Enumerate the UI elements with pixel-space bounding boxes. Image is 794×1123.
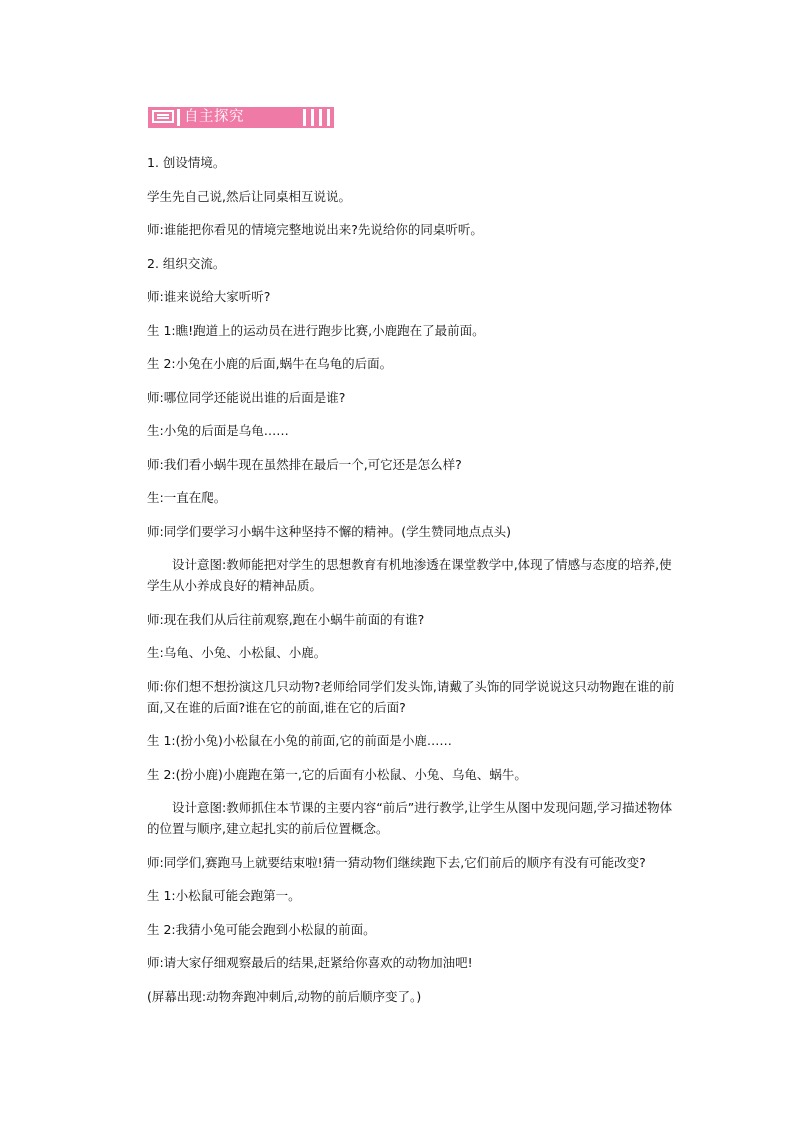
paragraph: 生:小兔的后面是乌龟…… [147, 423, 289, 438]
paragraph: 学生先自己说,然后让同桌相互说说。 [147, 188, 351, 204]
paragraph: 2. 组织交流。 [147, 255, 226, 271]
header-divider [177, 109, 180, 126]
paragraph: 师:现在我们从后往前观察,跑在小蜗牛前面的有谁? [147, 611, 425, 627]
section-number-icon [152, 110, 174, 123]
paragraph: 师:同学们,赛跑马上就要结束啦!猜一猜动物们继续跑下去,它们前后的顺序有没有可能改变? [147, 854, 646, 870]
paragraph: 生:一直在爬。 [147, 490, 227, 505]
paragraph: 1. 创设情境。 [147, 155, 226, 170]
paragraph: 师:同学们要学习小蜗牛这种坚持不懈的精神。(学生赞同地点点头) [147, 523, 511, 539]
paragraph: 生 1:瞧!跑道上的运动员在进行跑步比赛,小鹿跑在了最前面。 [147, 322, 485, 338]
document-body [147, 152, 677, 1019]
paragraph: 生:乌龟、小兔、小松鼠、小鹿。 [147, 645, 327, 660]
paragraph: 师:我们看小蜗牛现在虽然排在最后一个,可它还是怎么样? [147, 456, 462, 472]
paragraph: 设计意图:教师能把对学生的思想教育有机地渗透在课堂教学中,体现了情感与态度的培养,使学生从小养成良好的精神品质。 [147, 557, 672, 593]
paragraph: 师:请大家仔细观察最后的结果,赶紧给你喜欢的动物加油吧! [147, 955, 473, 970]
paragraph: 师:哪位同学还能说出谁的后面是谁? [147, 389, 346, 405]
paragraph: 生 2:小兔在小鹿的后面,蜗牛在乌龟的后面。 [147, 356, 393, 371]
section-title: 自主探究 [184, 109, 244, 125]
paragraph: (屏幕出现:动物奔跑冲刺后,动物的前后顺序变了。) [147, 988, 422, 1004]
paragraph: 生 2:(扮小鹿)小鹿跑在第一,它的后面有小松鼠、小兔、乌龟、蜗牛。 [147, 766, 527, 782]
paragraph: 师:谁能把你看见的情境完整地说出来?先说给你的同桌听听。 [147, 222, 483, 237]
paragraph: 生 1:小松鼠可能会跑第一。 [147, 888, 301, 903]
paragraph: 师:你们想不想扮演这几只动物?老师给同学们发头饰,请戴了头饰的同学说说这只动物跑在谁的前面,又在谁的后面?谁在它的前面,谁在它的后面? [147, 678, 675, 715]
paragraph: 师:谁来说给大家听听? [147, 289, 271, 304]
paragraph: 生 1:(扮小兔)小松鼠在小兔的前面,它的前面是小鹿…… [147, 733, 452, 748]
section-header [148, 107, 334, 128]
paragraph: 生 2:我猜小兔可能会跑到小松鼠的前面。 [147, 921, 376, 937]
paragraph: 设计意图:教师抓住本节课的主要内容“前后”进行教学,让学生从图中发现问题,学习描述物体的位置与顺序,建立起扎实的前后位置概念。 [147, 800, 673, 836]
header-stripes [303, 109, 330, 126]
